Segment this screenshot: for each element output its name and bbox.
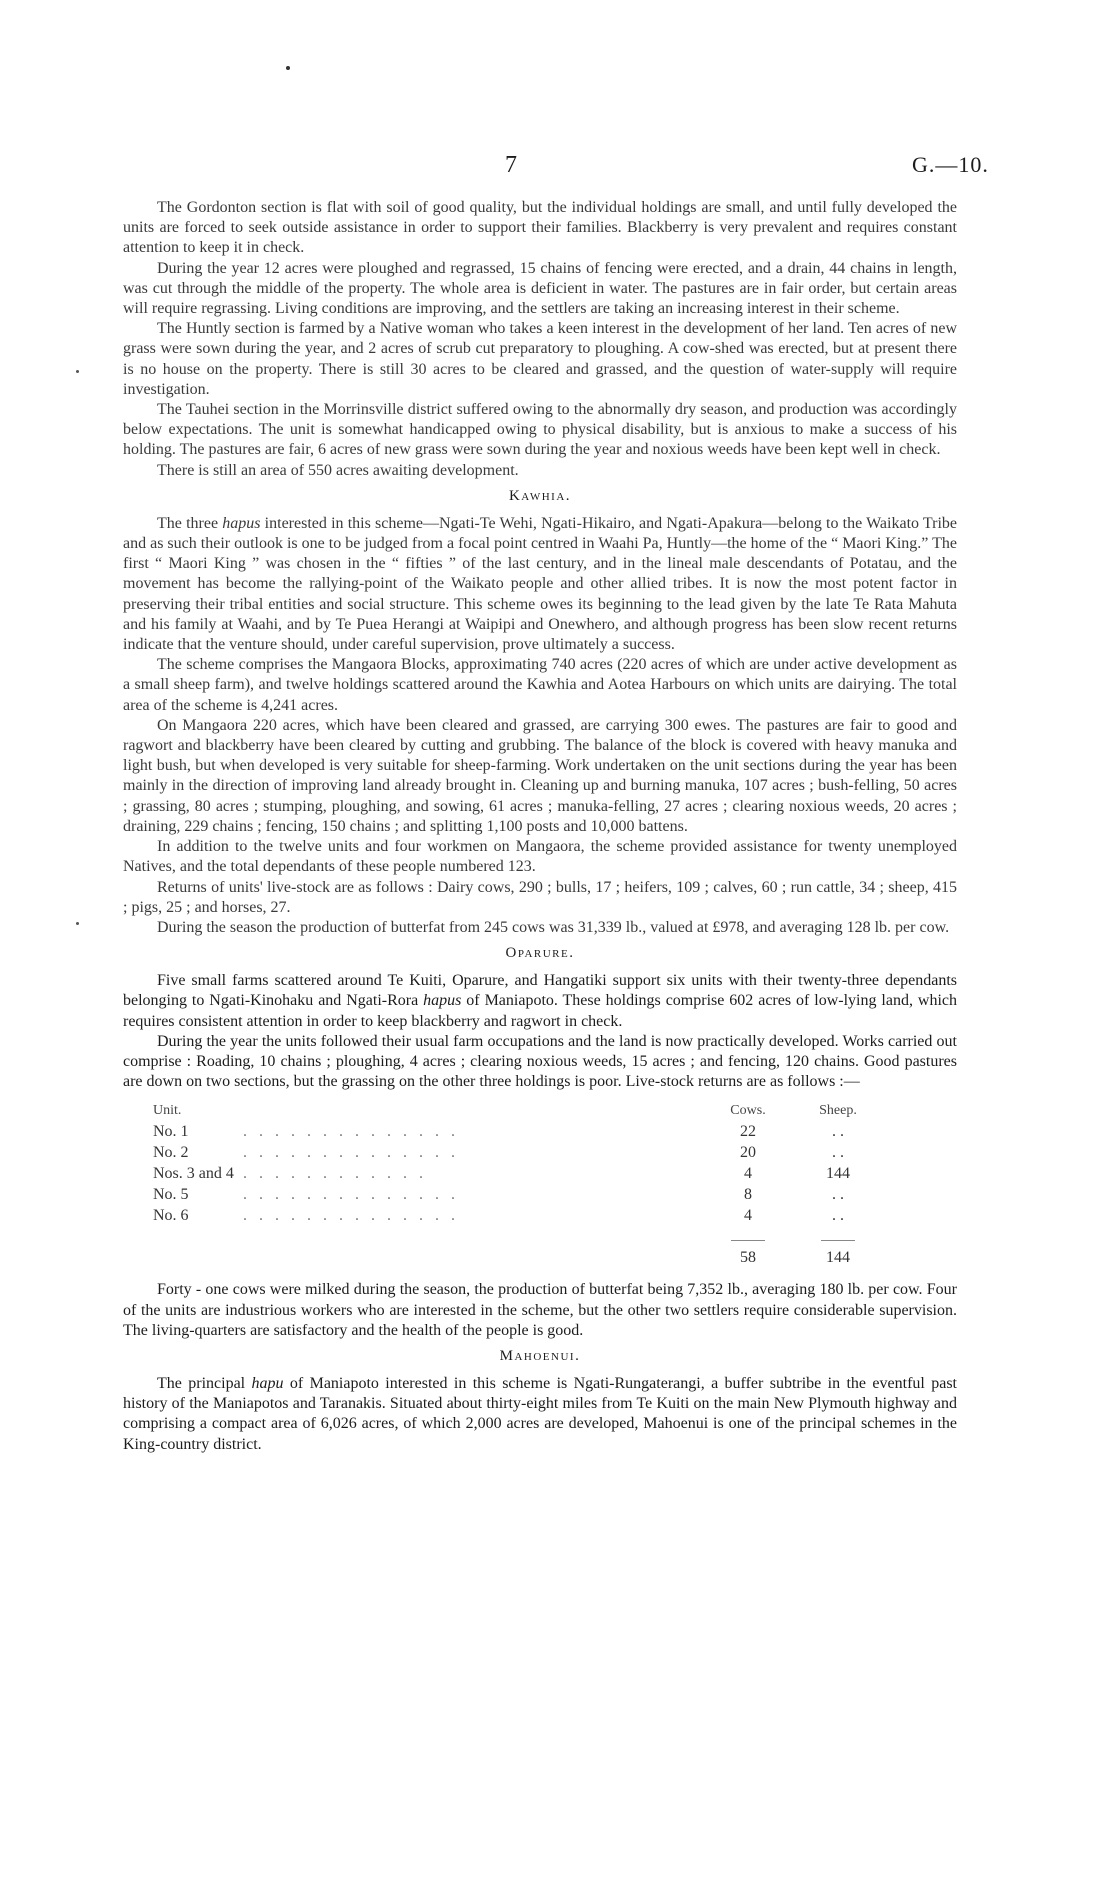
page-body (123, 198, 957, 1455)
cell-sheep: . . (832, 1122, 844, 1140)
document-reference: G.—10. (912, 152, 989, 177)
heading-mahoenui: Mahoenui. (499, 1347, 581, 1364)
text-run: Five small farms scattered around Te Kuiti, Oparure, and Hangatiki support six units with their twenty-three dependants belonging to Ngati-Kinohaku and Ngati-Rora (123, 972, 957, 1010)
cell-unit: No. 5 (153, 1185, 189, 1203)
leader-dots: . . . . . . . . . . . . . . (243, 1206, 459, 1224)
text-run: The three (157, 514, 223, 532)
heading-oparure: Oparure. (505, 945, 575, 962)
paragraph-kawhia-scheme: The scheme comprises the Mangaora Blocks, approximating 740 acres (220 acres of which are under active development as a small sheep farm), and twelve holdings scattered around the Kawhia and Aotea Harbours on which units are dairying. The total area of the scheme is 4,241 acres. (123, 656, 957, 714)
cell-sheep: . . (832, 1143, 844, 1161)
cell-sheep: . . (832, 1185, 844, 1203)
cell-cows: 8 (744, 1185, 752, 1203)
cell-unit: No. 2 (153, 1143, 189, 1161)
leader-dots: . . . . . . . . . . . . (243, 1164, 427, 1182)
livestock-table (123, 1100, 957, 1268)
cell-sheep: 144 (826, 1164, 850, 1182)
table-row (153, 1163, 893, 1184)
paragraph-kawhia-livestock: Returns of units' live-stock are as follows : Dairy cows, 290 ; bulls, 17 ; heifers, 109 ; calves, 60 ; run cattle, 34 ; sheep, 415 ; pigs, 25 ; and horses, 27. (123, 878, 957, 916)
text-run: interested in this scheme—Ngati-Te Wehi, Ngati-Hikairo, and Ngati-Apakura—belong to the Waikato Tribe and as such their outlook is one to be judged from a focal point centred in Waahi Pa, Huntly—the home of the “ Maori King.” The first “ Maori King ” was chosen in the “ fifties ” of the last century, and in the lineal male descendants of Potatau, and the movement has become the rallying-point of the Waikato people and other allied tribes. It is now the most potent factor in preserving their tribal entities and social structure. This scheme owes its beginning to the lead given by the late Te Rata Mahuta and his family at Waahi, and by Te Puea Herangi at Waipipi and Onewhero, and although progress has been slow recent returns indicate that the venture should, under careful supervision, prove ultimately a success. (123, 514, 958, 654)
text-run: The principal (157, 1374, 252, 1392)
margin-mark (76, 922, 79, 925)
paragraph-kawhia-mangaora: On Mangaora 220 acres, which have been cleared and grassed, are carrying 300 ewes. The pastures are fair to good and ragwort and blackberry have been cleared by cutting and grubbing. The balance of the block is covered with heavy manuka and light bush, but when developed is very suitable for sheep-farming. Work undertaken on the unit sections during the year has been mainly in the direction of improving land already brought in. Cleaning up and burning manuka, 107 acres ; bush-felling, 50 acres ; grassing, 80 acres ; stumping, ploughing, and sowing, 61 acres ; manuka-felling, 27 acres ; clearing noxious weeds, 20 acres ; draining, 229 chains ; fencing, 150 chains ; and splitting 1,100 posts and 10,000 battens. (123, 716, 957, 835)
column-spacer (243, 1100, 713, 1121)
table-header-row (153, 1100, 893, 1121)
page-number: 7 (505, 152, 517, 178)
paragraph-kawhia-butterfat: During the season the production of butterfat from 245 cows was 31,339 lb., valued at £978, and averaging 128 lb. per cow. (157, 918, 950, 936)
italic-term: hapus (222, 514, 261, 532)
cell-sheep: . . (832, 1206, 844, 1224)
paragraph-oparure-works: During the year the units followed their usual farm occupations and the land is now practically developed. Works carried out comprise : Roading, 10 chains ; ploughing, 4 acres ; clearing noxious weeds, 15 acres ; and fencing, 120 chains. Good pastures are down on two sections, but the grassing on the other three holdings is poor. Live-stock returns are as follows :— (123, 1032, 957, 1091)
italic-term: hapu (251, 1374, 284, 1392)
leader-dots: . . . . . . . . . . . . . . (243, 1122, 459, 1140)
margin-mark (76, 370, 79, 373)
table-row (153, 1205, 893, 1226)
cell-cows: 4 (744, 1164, 752, 1182)
paragraph-huntly: The Huntly section is farmed by a Native woman who takes a keen interest in the development of her land. Ten acres of new grass were sown during the year, and 2 acres of scrub cut preparatory to ploughing. A cow-shed was erected, but at present there is no house on the property. There is still 30 acres to be cleared and grassed, and the question of water-supply will require investigation. (123, 320, 957, 398)
paragraph-oparure-butterfat: Forty - one cows were milked during the season, the production of butterfat being 7,352 lb., averaging 180 lb. per cow. Four of the units are industrious workers who are interested in the scheme, but the other two settlers require considerable supervision. The living-quarters are satisfactory and the health of the people is good. (123, 1281, 957, 1339)
paragraph-oparure-intro (123, 971, 957, 1032)
leader-dots: . . . . . . . . . . . . . . (243, 1143, 459, 1161)
column-header-sheep: Sheep. (819, 1102, 857, 1118)
total-rule (731, 1240, 765, 1241)
table-total-row (153, 1247, 893, 1268)
cell-unit: No. 6 (153, 1206, 189, 1224)
table-row (153, 1184, 893, 1205)
table-row (153, 1142, 893, 1163)
total-cows: 58 (740, 1248, 756, 1266)
paragraph-tauhei: The Tauhei section in the Morrinsville district suffered owing to the abnormally dry season, and production was accordingly below expectations. The unit is somewhat handicapped owing to physical disability, but is anxious to make a success of his holding. The pastures are fair, 6 acres of new grass were sown during the year and noxious weeds have been kept well in check. (123, 401, 957, 459)
paragraph-kawhia-assistance: In addition to the twelve units and four workmen on Mangaora, the scheme provided assistance for twenty unemployed Natives, and the total dependants of these people numbered 123. (123, 838, 957, 876)
italic-term: hapus (423, 992, 462, 1010)
speck-mark (286, 66, 290, 70)
paragraph-area-remaining: There is still an area of 550 acres awaiting development. (157, 461, 519, 479)
total-sheep: 144 (826, 1248, 850, 1266)
text-run: of Maniapoto. These holdings comprise 602 acres of low-lying land, which requires consistent attention in order to keep blackberry and ragwort in check. (123, 992, 957, 1030)
cell-cows: 4 (744, 1206, 752, 1224)
cell-cows: 22 (740, 1122, 756, 1140)
cell-unit: No. 1 (153, 1122, 189, 1140)
heading-kawhia: Kawhia. (508, 487, 572, 504)
column-header-unit: Unit. (153, 1102, 182, 1118)
paragraph-gordonton: The Gordonton section is flat with soil of good quality, but the individual holdings are small, and until fully developed the units are forced to seek outside assistance in order to support their families. Blackberry is very prevalent and requires constant attention to keep it in check. (123, 199, 957, 257)
paragraph-gordonton-work: During the year 12 acres were ploughed and regrassed, 15 chains of fencing were erected, and a drain, 44 chains in length, was cut through the middle of the property. The whole area is deficient in water. The pastures are in fair order, but certain areas will require regrassing. Living conditions are improving, and the settlers are taking an increasing interest in their scheme. (123, 259, 957, 318)
paragraph-mahoenui-intro (123, 1374, 957, 1455)
total-rule (821, 1240, 855, 1241)
cell-unit: Nos. 3 and 4 (153, 1164, 234, 1182)
paragraph-kawhia-intro (123, 514, 957, 655)
column-header-cows: Cows. (730, 1102, 766, 1118)
leader-dots: . . . . . . . . . . . . . . (243, 1185, 459, 1203)
table-rule-row (153, 1226, 893, 1247)
cell-cows: 20 (740, 1143, 756, 1161)
table-row (153, 1121, 893, 1142)
text-run: of Maniapoto interested in this scheme is Ngati-Rungaterangi, a buffer subtribe in the eventful past history of the Maniapotos and Taranakis. Situated about thirty-eight miles from Te Kuiti on the main New Plymouth highway and comprising a compact area of 6,026 acres, of which 2,000 acres are developed, Mahoenui is one of the principal schemes in the King-country district. (123, 1374, 957, 1453)
